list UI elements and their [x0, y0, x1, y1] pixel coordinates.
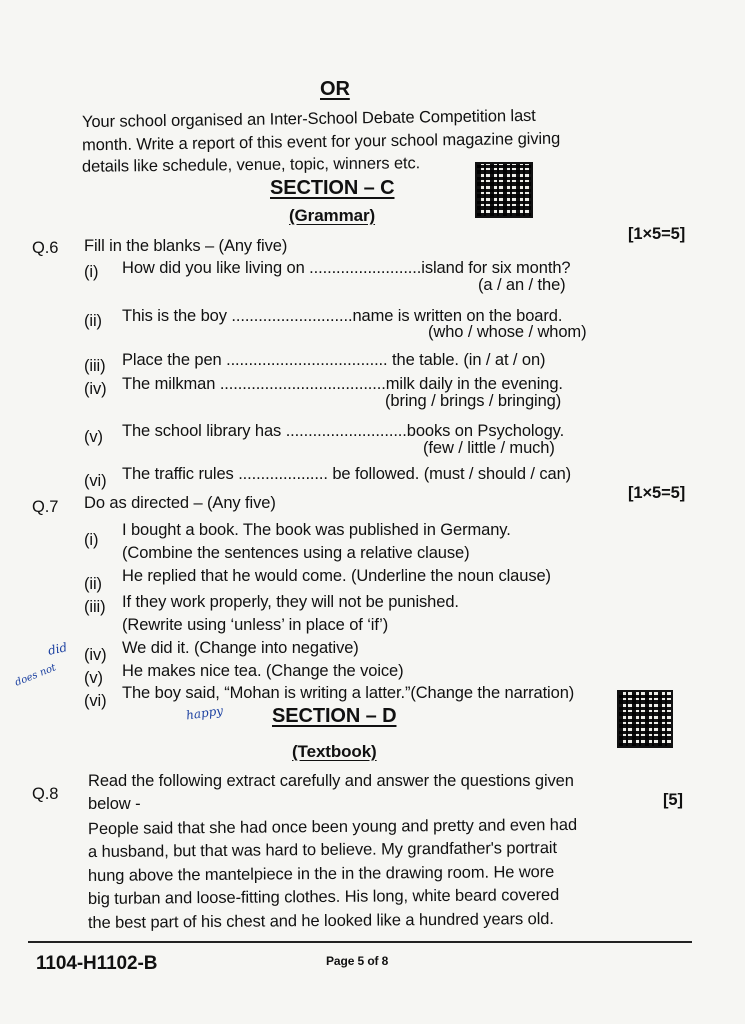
q7-number: Q.7: [32, 498, 59, 516]
q7-item-line: He makes nice tea. (Change the voice): [122, 662, 404, 680]
section-d-subtitle: (Textbook): [292, 742, 377, 761]
or-heading: OR: [320, 78, 350, 100]
section-c-subtitle: (Grammar): [289, 206, 376, 225]
q6-item-text: Place the pen .................................... the table. (in / at / on): [122, 351, 546, 369]
section-c-title: SECTION – C: [270, 177, 395, 199]
q6-item-options: (bring / brings / bringing): [385, 392, 562, 410]
q8-number: Q.8: [32, 785, 59, 803]
handwritten-note: happy: [185, 703, 224, 723]
q6-item-options: (who / whose / whom): [428, 323, 587, 341]
qr-code-top: [475, 162, 533, 218]
q6-item-options: (a / an / the): [478, 276, 566, 294]
handwritten-note: did: [46, 640, 69, 658]
extract-line: big turban and loose-fitting clothes. His long, white beard covered: [87, 885, 560, 909]
q7-item-num: (i): [84, 531, 99, 549]
q6-item-text: How did you like living on .........................island for six month?: [122, 259, 571, 277]
q6-prompt: Fill in the blanks – (Any five): [84, 237, 288, 255]
q6-item-text: The school library has ...........................books on Psychology.: [122, 422, 565, 440]
q7-item-num: (vi): [84, 692, 107, 710]
or-text-line-2: month. Write a report of this event for your school magazine giving: [81, 129, 561, 155]
qr-code-bottom: [617, 690, 673, 748]
q6-number: Q.6: [32, 239, 59, 257]
or-text-line-3: details like schedule, venue, topic, winners etc.: [81, 154, 421, 176]
footer-divider: [28, 941, 692, 943]
handwritten-note: does not: [13, 662, 58, 689]
q7-item-line: (Combine the sentences using a relative clause): [122, 544, 470, 562]
extract-line: People said that she had once been young and pretty and even had: [87, 815, 578, 839]
q7-item-line: We did it. (Change into negative): [122, 639, 359, 657]
section-d-title: SECTION – D: [272, 705, 397, 727]
extract-line: the best part of his chest and he looked like a hundred years old.: [87, 909, 554, 933]
q7-item-num: (iv): [84, 646, 107, 664]
q7-item-num: (v): [84, 669, 103, 687]
q6-item-text: This is the boy ...........................name is written on the board.: [122, 307, 563, 325]
paper-code: 1104-H1102-B: [36, 953, 158, 974]
q7-item-num: (ii): [84, 575, 102, 593]
q7-item-line: He replied that he would come. (Underline the noun clause): [122, 567, 551, 585]
q8-prompt-line: below -: [88, 795, 141, 813]
or-text-line-1: Your school organised an Inter-School Debate Competition last: [81, 106, 536, 132]
q7-marks: [1×5=5]: [628, 484, 686, 502]
q6-item-num: (ii): [84, 312, 102, 330]
q7-item-line: I bought a book. The book was published in Germany.: [122, 521, 511, 539]
q6-item-text: The milkman .....................................milk daily in the evening.: [122, 375, 563, 393]
q6-item-options: (few / little / much): [423, 439, 555, 457]
page-number: Page 5 of 8: [326, 954, 389, 968]
q7-item-num: (iii): [84, 598, 106, 616]
q7-item-line: The boy said, “Mohan is writing a latter.”(Change the narration): [122, 684, 575, 702]
q8-prompt-line: Read the following extract carefully and answer the questions given: [88, 772, 574, 790]
q6-item-num: (v): [84, 428, 103, 446]
q6-item-num: (i): [84, 263, 99, 281]
q6-item-num: (vi): [84, 472, 107, 490]
q7-item-line: (Rewrite using ‘unless’ in place of ‘if’): [122, 616, 389, 634]
q6-item-num: (iii): [84, 357, 106, 375]
q8-marks: [5]: [663, 791, 683, 809]
q6-item-text: The traffic rules .................... be followed. (must / should / can): [122, 465, 572, 483]
extract-line: hung above the mantelpiece in the in the drawing room. He wore: [87, 862, 555, 886]
extract-line: a husband, but that was hard to believe. My grandfather's portrait: [87, 838, 557, 862]
q6-marks: [1×5=5]: [628, 225, 686, 243]
q7-item-line: If they work properly, they will not be punished.: [122, 593, 459, 611]
q7-prompt: Do as directed – (Any five): [84, 494, 276, 512]
q6-item-num: (iv): [84, 380, 107, 398]
